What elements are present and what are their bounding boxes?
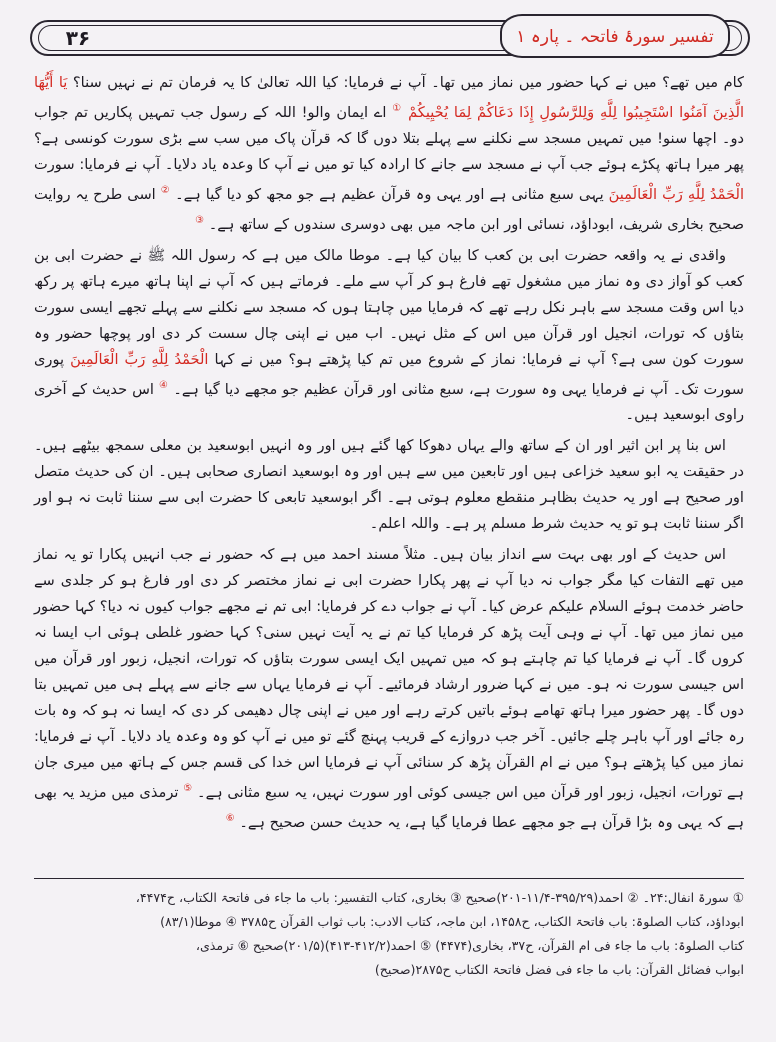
main-text <box>34 70 744 841</box>
footnote-ref: ⑥ <box>225 813 235 825</box>
paragraph-2 <box>34 243 744 429</box>
footnote-ref: ⑤ <box>183 783 193 795</box>
footnote-ref: ① <box>392 103 403 114</box>
text-run: اے ایمان والو! اللہ کے رسول جب تمہیں پکاریں تم جواب دو۔ اچھا سنو! میں تمہیں مسجد سے نکلنے سے پہلے بتلا دوں گا کہ قرآن پاک میں سب سے بڑی سورت کونسی ہے؟ پھر میرا ہاتھ پکڑے ہوئے جب آپ نے مسجد سے جانے کا ارادہ کیا تو میں نے آپ کا وعدہ یاد دلایا۔ آپ نے فرمایا: سورت <box>34 103 744 173</box>
text-run: ترمذی میں مزید یہ بھی ہے کہ یہی وہ بڑا قرآن ہے جو مجھے عطا فرمایا گیا ہے، یہ حدیث حسن صحیح ہے۔ <box>34 784 744 832</box>
footnote-line: ① سورۃ انفال:۲۴۔ ② احمد(۳۹۵/۲۹-۱۱/۴-۲۰۱)صحیح ③ بخاری، کتاب التفسیر: باب ما جاء فی فاتحۃ الکتاب، ح۴۴۷۴، <box>135 890 744 905</box>
footnotes <box>34 886 744 982</box>
paragraph-4 <box>34 542 744 836</box>
footnote-line: ابوداؤد، کتاب الصلوۃ: باب فاتحۃ الکتاب، ح۱۴۵۸، ابن ماجہ، کتاب الادب: باب ثواب القرآن ح۳۷۸۵ ④ موطا(۸۳/۱) <box>160 914 744 929</box>
footnote-line: ابواب فضائل القرآن: باب ما جاء فی فضل فاتحۃ الکتاب ح۲۸۷۵(صحیح) <box>374 962 744 977</box>
running-title: تفسیر سورۂ فاتحہ ۔ پارہ ۱ <box>516 27 714 47</box>
footnote-ref: ④ <box>158 379 169 391</box>
paragraph-3: اس بنا پر ابن اثیر اور ان کے ساتھ والے یہاں دھوکا کھا گئے ہیں اور وہ انہیں ابوسعید بن معلی سمجھ بیٹھے ہیں۔ در حقیقت یہ ابو سعید خزاعی ہیں اور تابعین میں سے ہیں اور وہ ابوسعید انصاری صحابی ہیں۔ ان کی حدیث متصل اور صحیح ہے اور یہ حدیث بظاہر منقطع معلوم ہوتی ہے۔ اگر ابوسعید تابعی کا حضرت ابی سے سننا ثابت نہ ہو اور اگر سننا ثابت ہو تو یہ حدیث شرط مسلم پر ہے۔ واللہ اعلم۔ <box>34 437 744 533</box>
footnote-ref: ② <box>160 184 171 196</box>
quran-verse: يَا أَيُّهَا الَّذِينَ آمَنُوا اسْتَجِيبُوا لِلَّهِ وَلِلرَّسُولِ إِذَا دَعَاكُمْ لِمَا يُحْيِيكُمْ <box>34 74 745 121</box>
text-run: واقدی نے یہ واقعہ حضرت ابی بن کعب کا بیان کیا ہے۔ موطا مالک میں ہے کہ رسول اللہ ﷺ نے حضرت ابی بن کعب کو آواز دی وہ نماز میں مشغول تھے فارغ ہو کر آپ سے ملے۔ فرماتے ہیں کہ آپ نے اپنا ہاتھ میرے ہاتھ پر رکھ دیا اس وقت مسجد سے باہر نکل رہے تھے کہ فرمایا میں چاہتا ہوں کہ مسجد سے نکلنے سے پہلے تجھے ایسی سورت بتاؤں کہ تورات، انجیل اور قرآن میں اس کے مثل نہیں۔ اب میں نے اپنی چال سست کر دی اور پوچھا حضور وہ سورت کون سی ہے؟ آپ نے فرمایا: نماز کے شروع میں تم کیا پڑھتے ہو؟ میں نے کہا <box>34 246 744 368</box>
text-run: اسی طرح یہ روایت صحیح بخاری شریف، ابوداؤد، نسائی اور ابن ماجہ میں بھی دوسری سندوں کے ساتھ ہے۔ <box>34 185 744 233</box>
page-number: ۳۶ <box>65 26 91 50</box>
text-run: اس حدیث کے آخری راوی ابوسعید ہیں۔ <box>34 380 744 424</box>
text-run: پوری سورت تک۔ آپ نے فرمایا یہی وہ سورت ہے، سبع مثانی اور قرآن عظیم جو مجھے دیا گیا ہے۔ <box>34 350 744 398</box>
page-header <box>30 14 750 64</box>
quran-verse: الْحَمْدُ لِلَّهِ رَبِّ الْعَالَمِينَ <box>70 350 209 368</box>
text-run: اس حدیث کے اور بھی بہت سے انداز بیان ہیں۔ مثلاً مسند احمد میں ہے کہ حضور نے جب انہیں پکارا تو یہ نماز میں تھے التفات کیا مگر جواب نہ دیا آپ نے پھر پکارا حضرت ابی نے نماز مختصر کر دی اور فارغ ہو کر جلدی سے حاضر خدمت ہوئے السلام علیکم عرض کیا۔ آپ نے جواب دے کر فرمایا: ابی تم نے مجھے جواب کیوں نہ دیا؟ کہا حضور میں نماز میں تھا۔ آپ نے وہی آیت پڑھ کر فرمایا کیا تم نے یہ آیت نہیں سنی؟ کہا حضور غلطی ہوئی اب ایسا نہ کروں گا۔ آپ نے فرمایا کیا تم چاہتے ہو کہ میں تمہیں ایک ایسی سورت بتاؤں کہ تورات، انجیل، زبور اور قرآن میں اس جیسی سورت نہ ہو۔ میں نے کہا ضرور ارشاد فرمائیے۔ آپ نے فرمایا یہاں سے جانے سے پہلے ہی میں تمہیں بتا دوں گا۔ پھر حضور میرا ہاتھ تھامے ہوئے باتیں کرتے رہے اور میں نے اپنی چال دھیمی کر دی کہ ایسا نہ ہو کہ وہ بات رہ جائے اور آپ باہر چلے جائیں۔ آخر جب دروازے کے قریب پہنچ گئے تو میں نے آپ کو وہ وعدہ یاد دلایا۔ آپ نے فرمایا: نماز میں کیا پڑھتے ہو؟ میں نے ام القرآن پڑھ کر سنائی آپ نے فرمایا اس خدا کی قسم جس کے ہاتھ میں میری جان ہے تورات، انجیل، زبور اور قرآن میں اس جیسی کوئی اور سورت نہیں، یہ سبع مثانی ہے۔ <box>34 546 745 802</box>
text-run: کام میں تھے؟ میں نے کہا حضور میں نماز میں تھا۔ آپ نے فرمایا: کیا اللہ تعالیٰ کا یہ فرمان تم نے نہیں سنا؟ <box>72 74 745 91</box>
footnote-divider <box>34 878 744 879</box>
paragraph-1 <box>34 70 744 238</box>
quran-verse: الْحَمْدُ لِلَّهِ رَبِّ الْعَالَمِينَ <box>608 185 744 203</box>
text-run: یہی سبع مثانی ہے اور یہی وہ قرآن عظیم ہے جو مجھ کو دیا گیا ہے۔ <box>175 185 604 203</box>
footnote-ref: ③ <box>195 214 205 226</box>
footnote-line: کتاب الصلوۃ: باب ما جاء فی ام القرآن، ح۳۷، بخاری(۴۴۷۴) ⑤ احمد(۴۱۲/۲-۴۱۳)(۲۰۱/۵)صحیح ⑥ ترمذی، <box>195 938 744 953</box>
